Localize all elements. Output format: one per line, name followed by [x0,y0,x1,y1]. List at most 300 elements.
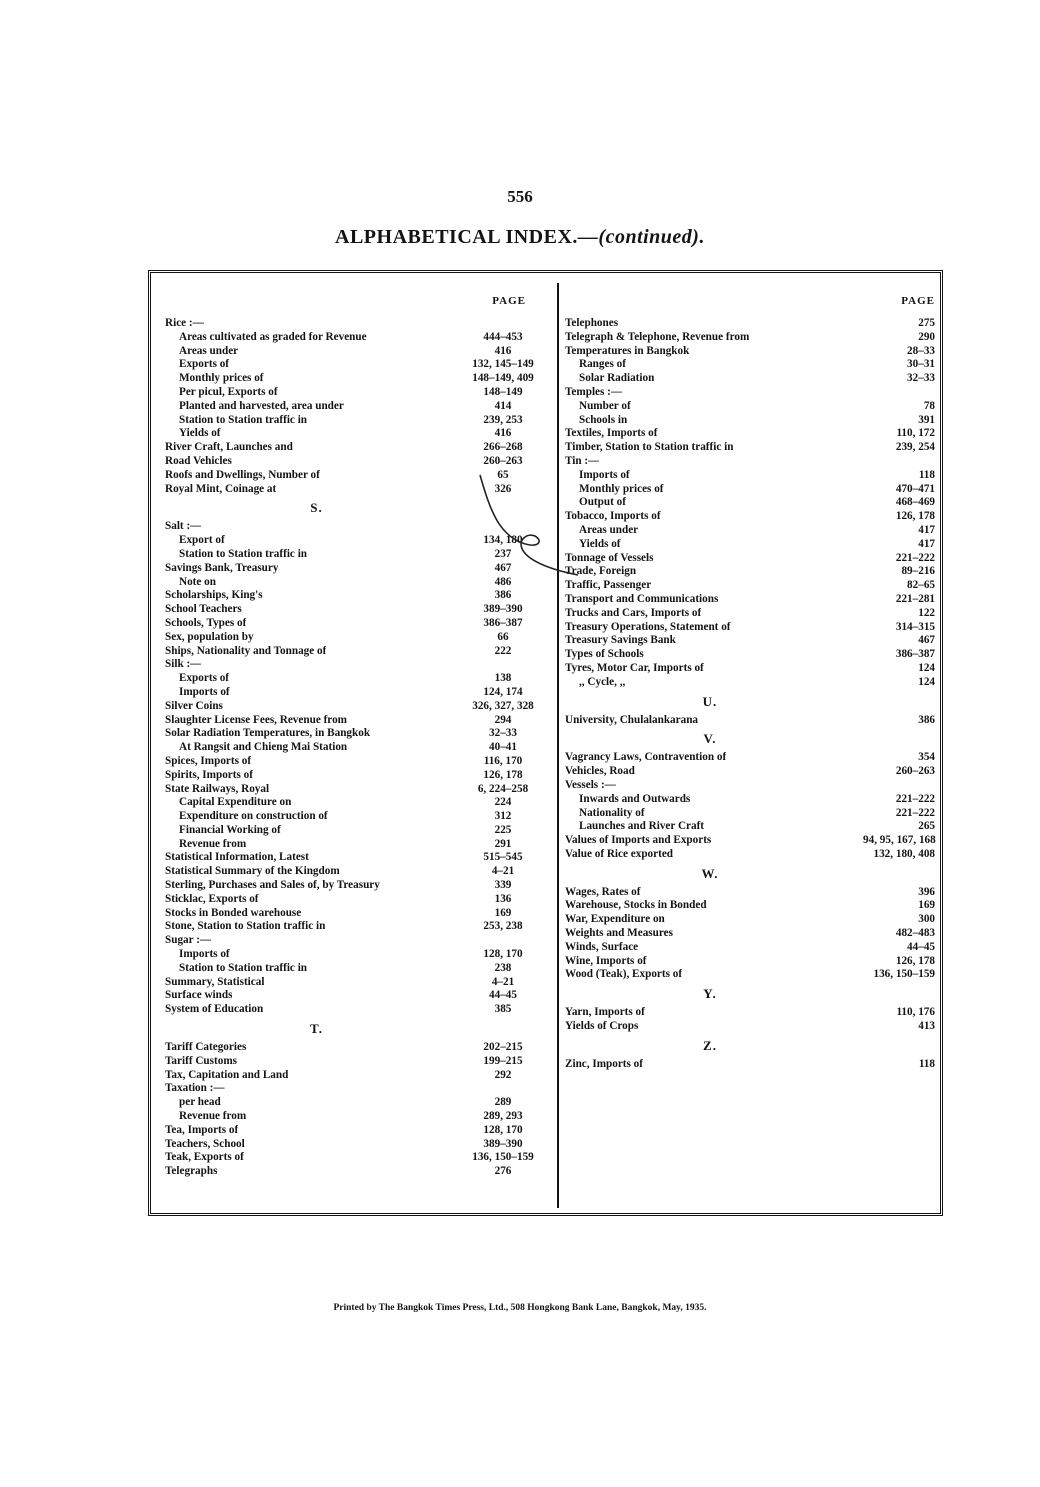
entry-page-ref: 128, 170 [483,1123,523,1136]
entry-page-ref: 222 [494,644,512,657]
index-entry [565,648,935,662]
entry-term: Schools, Types of [165,616,247,629]
pen-mark [460,470,580,580]
index-entry [165,645,548,659]
entry-term: Teachers, School [165,1137,245,1150]
section-letter: Y. [703,986,717,1002]
index-entry [165,907,548,921]
index-entry [165,1003,548,1017]
entry-page-ref: 486 [494,575,512,588]
entry-page-ref: 354 [918,751,935,764]
entry-page-ref: 148–149 [483,385,523,398]
entry-term: Imports of [179,948,230,961]
index-entry [165,1165,548,1179]
entry-page-ref: 467 [494,561,512,574]
entry-term: System of Education [165,1003,264,1016]
title-suffix: —(continued). [577,226,705,248]
entry-term: Capital Expenditure on [179,796,292,809]
entry-page-ref: 275 [918,317,935,329]
entry-term: School Teachers [165,603,242,616]
entry-term: Traffic, Passenger [565,579,652,592]
entry-page-ref: 444–453 [483,330,523,343]
entry-page-ref: 224 [494,796,512,809]
entry-term: Ships, Nationality and Tonnage of [165,644,327,657]
entry-term: Exports of [179,672,230,685]
entry-term: Road Vehicles [165,454,232,467]
index-entry [165,345,548,359]
section-letter: S. [310,500,323,516]
index-entry [565,793,935,807]
entry-page-ref: 239, 253 [483,413,523,426]
entry-page-ref: 266–268 [483,441,523,454]
entry-term: Trade, Foreign [565,565,637,578]
entry-term: Tonnage of Vessels [565,551,654,564]
entry-term: Number of [579,399,631,412]
entry-term: Per picul, Exports of [179,385,278,398]
index-entry [165,783,548,797]
entry-page-ref: 221–222 [895,792,935,805]
index-entry [565,538,935,552]
entry-page-ref: 416 [494,344,512,357]
entry-term: Imports of [179,685,230,698]
entry-page-ref: 467 [918,634,935,647]
entry-term: Scholarships, King's [165,589,263,602]
index-entry [165,1138,548,1152]
entry-term: Salt :— [165,520,202,533]
index-entry [565,662,935,676]
entry-page-ref: 126, 178 [895,510,935,523]
index-entry [565,552,935,566]
entry-page-ref: 136 [494,892,512,905]
index-entry [565,941,935,955]
entry-term: Weights and Measures [565,927,673,940]
index-entry [165,331,548,345]
index-entry [565,886,935,900]
index-entry [165,658,548,672]
entry-page-ref: 417 [918,537,935,550]
entry-term: Tea, Imports of [165,1123,239,1136]
entry-page-ref: 221–222 [895,551,935,564]
index-entry [565,621,935,635]
entry-term: Treasury Savings Bank [565,634,676,647]
entry-page-ref: 4–21 [491,865,515,878]
entry-term: Monthly prices of [179,372,264,385]
index-entry [165,589,548,603]
index-entry [165,934,548,948]
entry-term: Areas under [179,344,239,357]
index-entry [565,607,935,621]
entry-term: Tax, Capitation and Land [165,1068,289,1081]
entry-page-ref: 44–45 [489,989,517,1002]
entry-page-ref: 169 [918,899,935,912]
column-header: PAGE [901,295,935,307]
entry-term: Monthly prices of [579,482,664,495]
index-entry [165,920,548,934]
entry-term: ,, Cycle, ,, [579,675,626,688]
entry-term: Tariff Customs [165,1054,237,1067]
entry-page-ref: 386–387 [895,648,935,661]
entry-term: Solar Radiation [579,372,655,385]
entry-page-ref: 389–390 [483,603,523,616]
entry-page-ref: 110, 172 [896,427,935,440]
entry-page-ref: 82–65 [907,579,935,592]
entry-page-ref: 132, 180, 408 [873,847,935,860]
entry-term: Statistical Information, Latest [165,851,309,864]
index-entry [165,686,548,700]
index-entry [565,1020,935,1034]
entry-page-ref: 312 [494,810,512,823]
entry-term: Summary, Statistical [165,975,265,988]
index-entry [565,807,935,821]
index-entry [565,779,935,793]
entry-page-ref: 148–149, 409 [472,372,534,385]
index-entry [565,331,935,345]
page-number: 556 [507,187,533,206]
entry-term: Ranges of [579,358,626,371]
entry-page-ref: 326, 327, 328 [472,699,534,712]
entry-term: Teak, Exports of [165,1151,244,1164]
section-letter: Z. [703,1037,717,1053]
index-entry [565,593,935,607]
index-entry [565,372,935,386]
index-entry [165,989,548,1003]
entry-page-ref: 386–387 [483,616,523,629]
entry-page-ref: 260–263 [895,765,935,778]
entry-page-ref: 260–263 [483,454,523,467]
entry-term: per head [179,1096,221,1109]
entry-term: Spices, Imports of [165,754,252,767]
index-entry [565,441,935,455]
entry-term: Timber, Station to Station traffic in [565,441,734,454]
entry-list-right [565,317,935,1072]
entry-page-ref: 290 [918,330,935,343]
entry-term: Textiles, Imports of [565,427,658,440]
index-column-left [165,295,548,1179]
index-entry [165,631,548,645]
entry-page-ref: 124, 174 [483,685,523,698]
entry-term: Royal Mint, Coinage at [165,482,277,495]
entry-page-ref: 30–31 [907,358,935,371]
entry-page-ref: 128, 170 [483,948,523,961]
entry-page-ref: 66 [497,630,509,643]
entry-page-ref: 326 [494,482,512,495]
entry-page-ref: 65 [497,468,509,481]
entry-term: Roofs and Dwellings, Number of [165,468,320,481]
index-entry [565,358,935,372]
index-entry [565,1006,935,1020]
entry-page-ref: 122 [918,606,935,619]
entry-page-ref: 238 [494,961,512,974]
entry-page-ref: 389–390 [483,1137,523,1150]
entry-term: Expenditure on construction of [179,810,328,823]
entry-term: Treasury Operations, Statement of [565,620,731,633]
entry-term: Schools in [579,413,628,426]
entry-term: Planted and harvested, area under [179,399,344,412]
index-entry [165,769,548,783]
entry-page-ref: 78 [923,399,935,412]
entry-term: Silver Coins [165,699,223,712]
page-title [0,226,1040,249]
index-entry [165,1069,548,1083]
entry-page-ref: 4–21 [491,975,515,988]
entry-page-ref: 118 [918,1057,935,1070]
index-entry [565,510,935,524]
index-entry [165,893,548,907]
index-entry [565,751,935,765]
entry-page-ref: 110, 176 [896,1006,935,1019]
entry-term: Station to Station traffic in [179,547,308,560]
index-entry [165,603,548,617]
entry-page-ref: 44–45 [907,940,935,953]
entry-page-ref: 265 [918,820,935,833]
index-entry [165,727,548,741]
entry-page-ref: 6, 224–258 [477,782,529,795]
entry-term: Tyres, Motor Car, Imports of [565,661,704,674]
index-entry [165,948,548,962]
entry-term: Vagrancy Laws, Contravention of [565,751,727,764]
entry-page-ref: 289 [494,1096,512,1109]
entry-term: Taxation :— [165,1082,225,1095]
index-entry [565,455,935,469]
entry-page-ref: 138 [494,672,512,685]
entry-term: Tariff Categories [165,1041,247,1054]
entry-page-ref: 413 [918,1020,935,1033]
entry-page-ref: 169 [494,906,512,919]
index-entry [165,441,548,455]
entry-page-ref: 126, 178 [483,768,523,781]
entry-page-ref: 468–469 [895,496,935,509]
entry-term: Surface winds [165,989,233,1002]
entry-term: Sticklac, Exports of [165,892,259,905]
entry-term: Imports of [579,468,630,481]
index-entry [565,524,935,538]
entry-page-ref: 134, 180 [483,534,523,547]
entry-term: Warehouse, Stocks in Bonded [565,899,707,912]
entry-page-ref: 136, 150–159 [472,1151,534,1164]
entry-page-ref: 237 [494,547,512,560]
entry-page-ref: 291 [494,837,512,850]
index-entry [565,927,935,941]
entry-term: Solar Radiation Temperatures, in Bangkok [165,727,371,740]
entry-term: Stocks in Bonded warehouse [165,906,302,919]
entry-term: Wood (Teak), Exports of [565,968,683,981]
index-entry [165,1055,548,1069]
index-entry [565,579,935,593]
entry-term: Sterling, Purchases and Sales of, by Treasury [165,879,380,892]
entry-page-ref: 199–215 [483,1054,523,1067]
entry-term: Wine, Imports of [565,954,647,967]
entry-term: Telegraphs [165,1165,218,1178]
entry-page-ref: 136, 150–159 [873,968,935,981]
entry-term: Temples :— [565,385,623,398]
printer-footer: Printed by The Bangkok Times Press, Ltd., 508 Hongkong Bank Lane, Bangkok, May, 1935. [333,1303,707,1313]
index-entry [565,913,935,927]
index-entry [165,414,548,428]
entry-term: Telegraph & Telephone, Revenue from [565,330,750,343]
index-entry [165,796,548,810]
index-entry [165,400,548,414]
entry-term: Zinc, Imports of [565,1057,644,1070]
entry-page-ref: 294 [494,713,512,726]
index-entry [565,676,935,690]
index-entry [165,1096,548,1110]
entry-page-ref: 470–471 [895,482,935,495]
index-entry [565,317,935,331]
section-letter: U. [702,693,718,709]
index-entry [165,741,548,755]
entry-page-ref: 396 [918,885,935,898]
index-entry [165,700,548,714]
index-entry [565,469,935,483]
column-divider [557,283,559,1208]
entry-page-ref: 482–483 [895,927,935,940]
entry-term: River Craft, Launches and [165,441,293,454]
entry-term: Areas cultivated as graded for Revenue [179,330,367,343]
index-entry [165,714,548,728]
index-entry [165,455,548,469]
section-letter: T. [310,1021,323,1037]
entry-term: Areas under [579,523,639,536]
entry-term: Inwards and Outwards [579,792,691,805]
index-column-right [565,295,935,1072]
entry-page-ref: 225 [494,823,512,836]
index-entry [565,386,935,400]
entry-term: Statistical Summary of the Kingdom [165,865,340,878]
entry-page-ref: 276 [494,1165,512,1178]
entry-page-ref: 40–41 [489,741,517,754]
entry-term: Nationality of [579,806,645,819]
entry-term: Sugar :— [165,934,212,947]
entry-term: Exports of [179,358,230,371]
entry-page-ref: 239, 254 [895,441,935,454]
index-entry [165,865,548,879]
index-entry [565,765,935,779]
entry-page-ref: 116, 170 [483,754,523,767]
entry-term: Rice :— [165,317,204,329]
section-letter: V. [703,731,717,747]
entry-page-ref: 300 [918,913,935,926]
entry-term: State Railways, Royal [165,782,270,795]
entry-page-ref: 385 [494,1003,512,1016]
index-entry [565,820,935,834]
index-entry [565,483,935,497]
entry-term: Stone, Station to Station traffic in [165,920,326,933]
index-entry [165,427,548,441]
index-entry [165,1041,548,1055]
entry-term: University, Chulalankarana [565,713,699,726]
entry-term: Export of [179,534,225,547]
index-entry [565,848,935,862]
entry-page-ref: 124 [918,661,935,674]
index-entry [165,838,548,852]
index-entry [565,714,935,728]
entry-page-ref: 391 [918,413,935,426]
entry-term: Savings Bank, Treasury [165,561,279,574]
entry-term: Values of Imports and Exports [565,834,712,847]
index-entry [565,834,935,848]
entry-page-ref: 314–315 [895,620,935,633]
index-entry [165,1124,548,1138]
entry-page-ref: 292 [494,1068,512,1081]
index-entry [565,496,935,510]
index-entry [565,968,935,982]
entry-term: Silk :— [165,658,202,671]
index-entry [565,565,935,579]
entry-term: Vehicles, Road [565,765,635,778]
entry-term: Launches and River Craft [579,820,705,833]
index-entry [165,386,548,400]
index-entry [165,672,548,686]
index-entry [165,879,548,893]
entry-term: Tobacco, Imports of [565,510,661,523]
entry-term: Yields of Crops [565,1020,639,1033]
index-entry [165,1151,548,1165]
entry-term: Tin :— [565,454,600,467]
entry-page-ref: 289, 293 [483,1110,523,1123]
entry-term: Trucks and Cars, Imports of [565,606,702,619]
entry-page-ref: 221–222 [895,806,935,819]
entry-page-ref: 202–215 [483,1041,523,1054]
entry-term: Station to Station traffic in [179,961,308,974]
entry-term: Station to Station traffic in [179,413,308,426]
entry-term: Revenue from [179,1110,247,1123]
entry-term: Transport and Communications [565,592,719,605]
entry-term: Yarn, Imports of [565,1006,645,1019]
index-entry [565,414,935,428]
index-entry [165,976,548,990]
index-entry [565,400,935,414]
entry-page-ref: 89–216 [901,565,935,578]
index-entry [165,810,548,824]
entry-page-ref: 386 [494,589,512,602]
entry-term: Note on [179,575,216,588]
entry-term: Slaughter License Fees, Revenue from [165,713,347,726]
index-entry [565,1058,935,1072]
entry-term: Temperatures in Bangkok [565,344,690,357]
entry-page-ref: 118 [918,468,935,481]
index-entry [565,427,935,441]
entry-page-ref: 28–33 [907,344,935,357]
entry-page-ref: 32–33 [907,372,935,385]
index-entry [165,358,548,372]
entry-term: Value of Rice exported [565,847,674,860]
index-entry [565,345,935,359]
entry-term: War, Expenditure on [565,913,665,926]
entry-term: Sex, population by [165,630,254,643]
index-entry [165,1110,548,1124]
entry-term: Financial Working of [179,823,281,836]
entry-page-ref: 386 [918,713,935,726]
entry-term: Wages, Rates of [565,885,641,898]
index-entry [165,1082,548,1096]
entry-term: Types of Schools [565,648,644,661]
index-entry [165,617,548,631]
entry-page-ref: 132, 145–149 [472,358,534,371]
index-entry [165,372,548,386]
entry-page-ref: 515–545 [483,851,523,864]
entry-term: Vessels :— [565,778,616,791]
entry-page-ref: 221–281 [895,592,935,605]
entry-page-ref: 124 [918,675,935,688]
entry-term: Telephones [565,317,619,329]
index-entry [165,824,548,838]
entry-page-ref: 416 [494,427,512,440]
entry-page-ref: 417 [918,523,935,536]
entry-page-ref: 414 [494,399,512,412]
index-entry [165,962,548,976]
entry-term: Spirits, Imports of [165,768,253,781]
entry-term: Output of [579,496,626,509]
